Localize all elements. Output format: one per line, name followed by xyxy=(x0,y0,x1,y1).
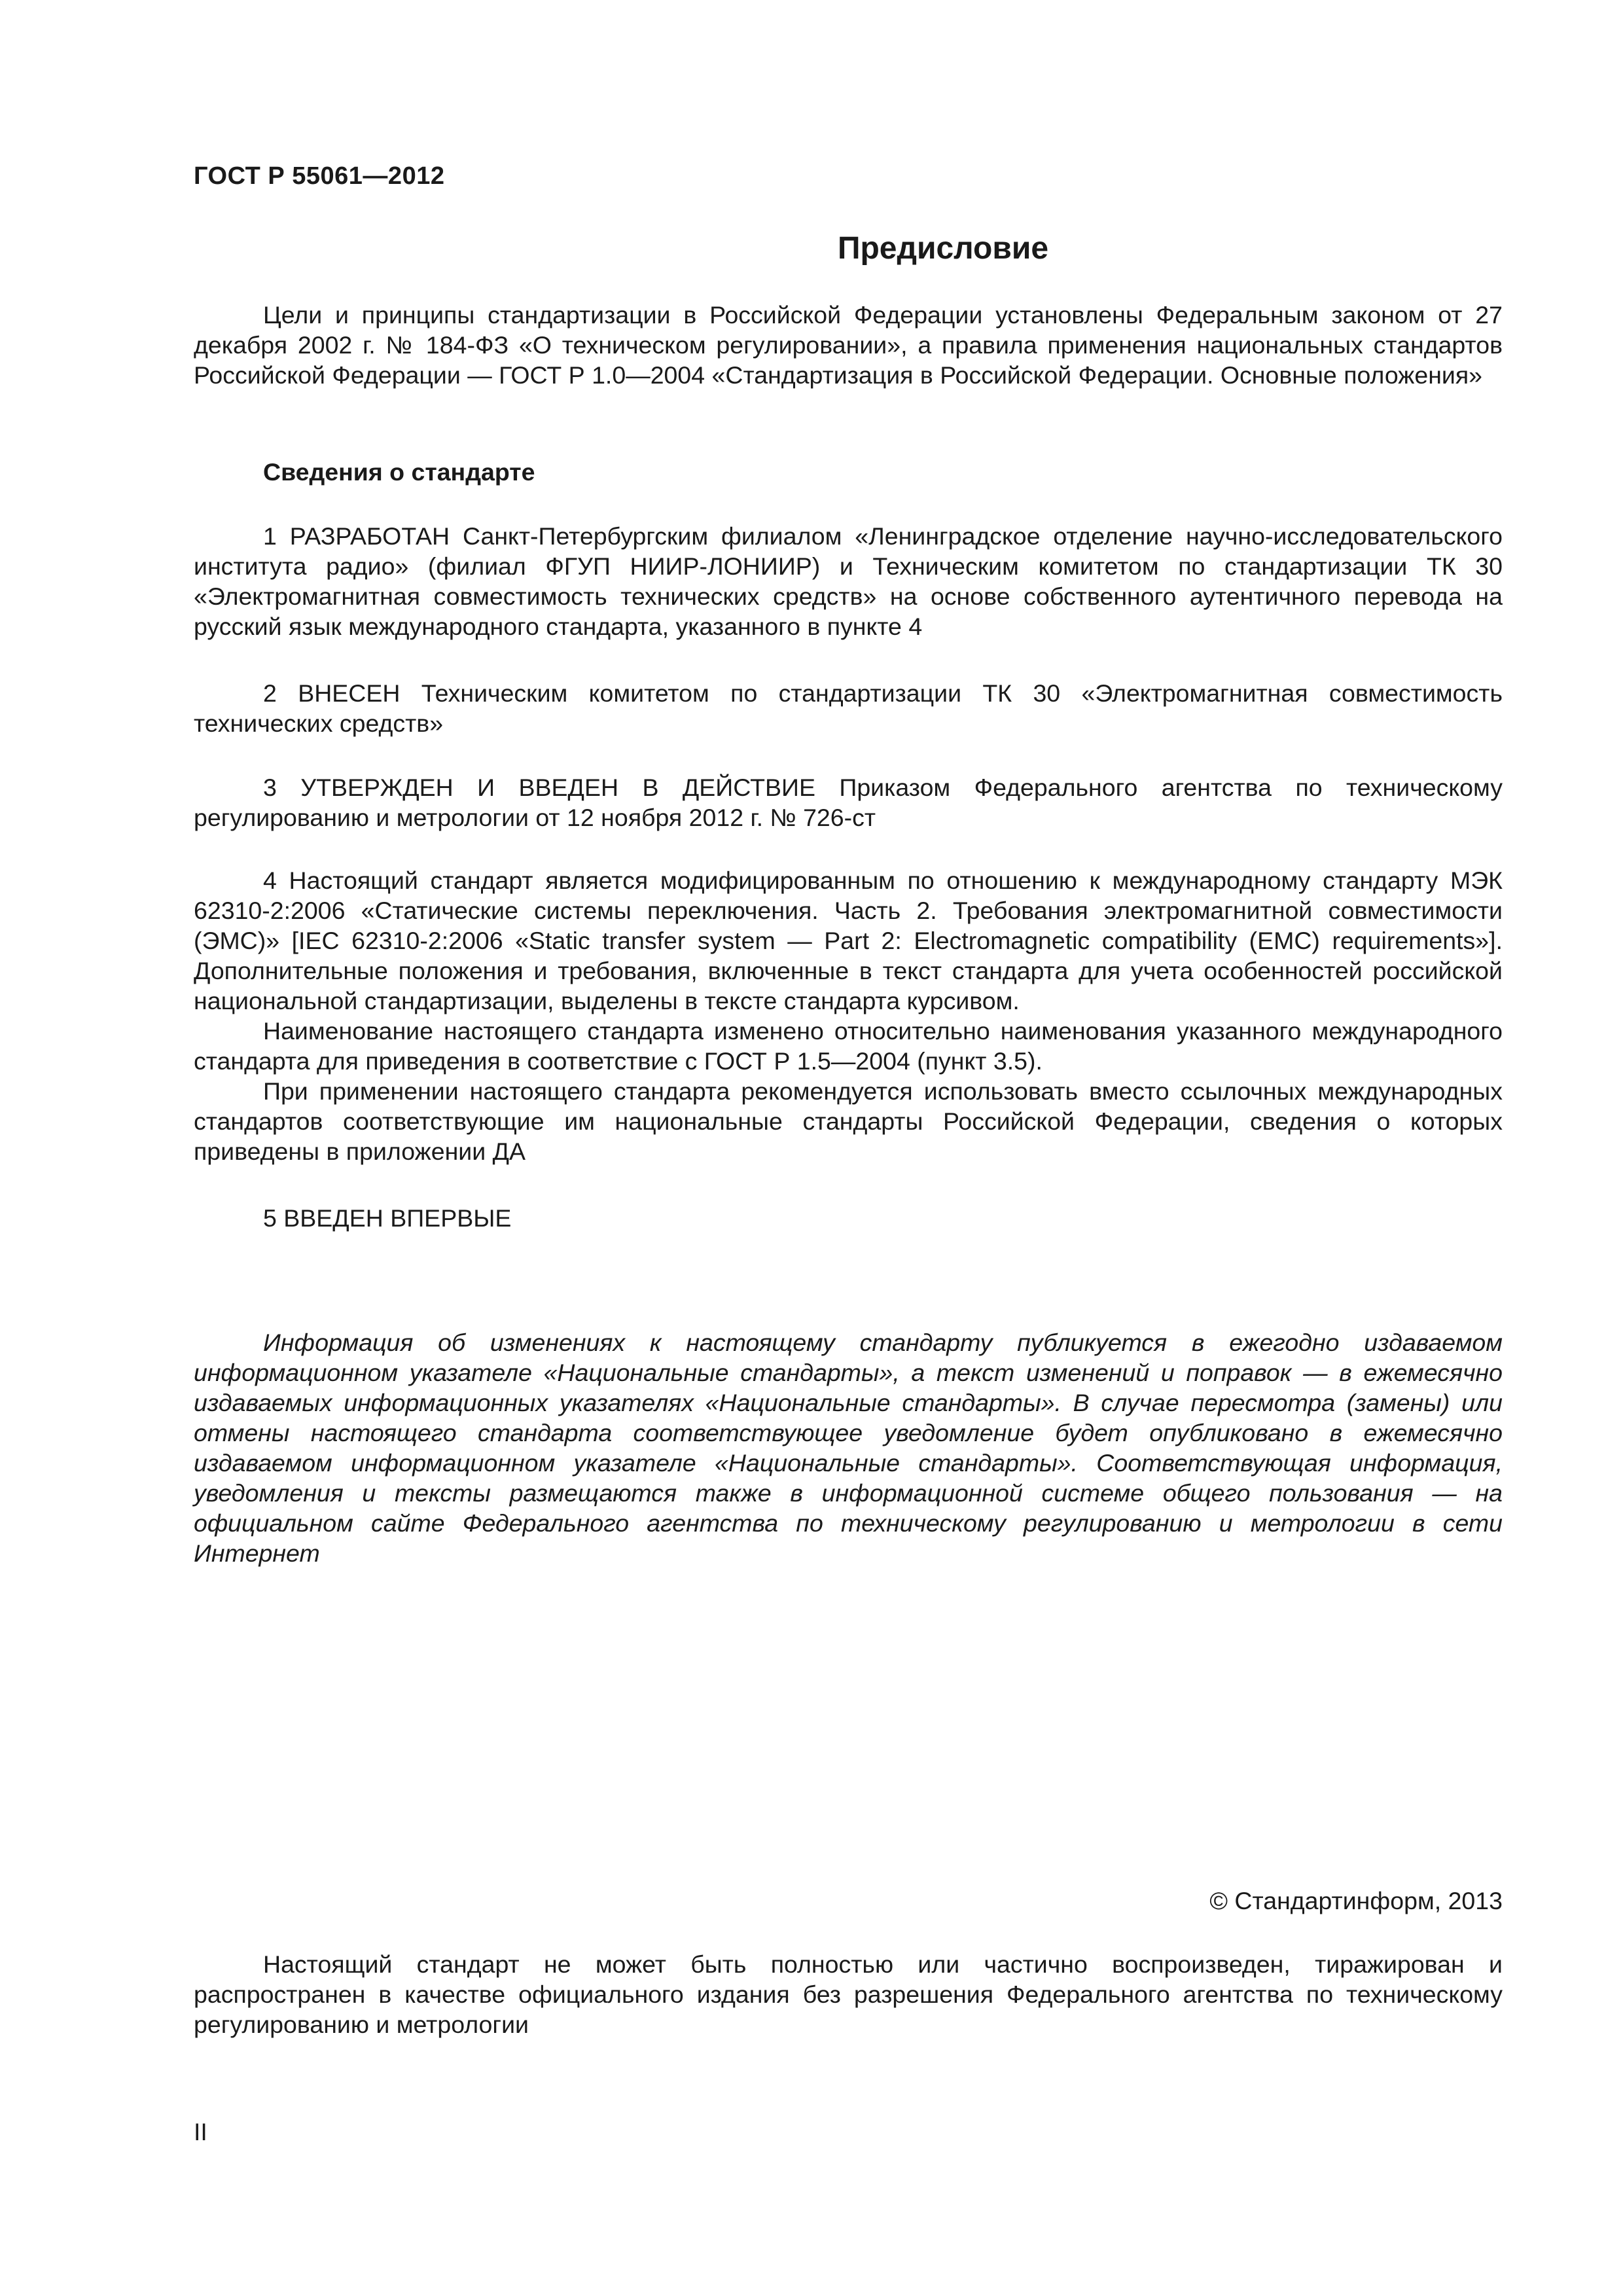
page-title: Предисловие xyxy=(837,231,1049,266)
intro-section xyxy=(194,300,1503,390)
copyright-line: © Стандартинформ, 2013 xyxy=(1209,1887,1503,1914)
item-2-paragraph: 2 ВНЕСЕН Техническим комитетом по стандартизации ТК 30 «Электромагнитная совместимость технических средств» xyxy=(194,679,1503,737)
intro-paragraph: Цели и принципы стандартизации в Российской Федерации установлены Федеральным законом от 27 декабря 2002 г. № 184-ФЗ «О техническом регулировании», а правила применения национальных стандартов Российской Федерации — ГОСТ Р 1.0—2004 «Стандартизация в Российской Федерации. Основные положения» xyxy=(194,301,1503,389)
item-4-paragraph-2: Наименование настоящего стандарта изменено относительно наименования указанного международного стандарта для приведения в соответствие с ГОСТ Р 1.5—2004 (пункт 3.5). xyxy=(194,1017,1503,1075)
section-subheading: Сведения о стандарте xyxy=(263,458,535,486)
item-2-section xyxy=(194,678,1503,738)
item-3-section xyxy=(194,772,1503,833)
item-4-section xyxy=(194,865,1503,1166)
item-5-section xyxy=(194,1203,1503,1233)
item-1-section xyxy=(194,521,1503,641)
info-notice-paragraph: Информация об изменениях к настоящему стандарту публикуется в ежегодно издаваемом информационном указателе «Национальные стандарты», а текст изменений и поправок — в ежемесячно издаваемых информационных указателях «Национальные стандарты». В случае пересмотра (замены) или отмены настоящего стандарта соответствующее уведомление будет опубликовано в ежемесячно издаваемом информационном указателе «Национальные стандарты». Соответствующая информация, уведомления и тексты размещаются также в информационной системе общего пользования — на официальном сайте Федерального агентства по техническому регулированию и метрологии в сети Интернет xyxy=(194,1329,1503,1567)
info-notice-section xyxy=(194,1327,1503,1568)
standard-code-header: ГОСТ Р 55061—2012 xyxy=(194,162,445,190)
item-1-paragraph: 1 РАЗРАБОТАН Санкт-Петербургским филиалом «Ленинградское отделение научно-исследовательского института радио» (филиал ФГУП НИИР-ЛОНИИР) и Техническим комитетом по стандартизации ТК 30 «Электромагнитная совместимость технических средств» на основе собственного аутентичного перевода на русский язык международного стандарта, указанного в пункте 4 xyxy=(194,522,1503,640)
item-5-paragraph: 5 ВВЕДЕН ВПЕРВЫЕ xyxy=(263,1204,512,1232)
item-4-paragraph-3: При применении настоящего стандарта рекомендуется использовать вместо ссылочных международных стандартов соответствующие им национальные стандарты Российской Федерации, сведения о которых приведены в приложении ДА xyxy=(194,1077,1503,1165)
reproduction-notice-paragraph: Настоящий стандарт не может быть полностью или частично воспроизведен, тиражирован и распространен в качестве официального издания без разрешения Федерального агентства по техническому регулированию и метрологии xyxy=(194,1950,1503,2038)
item-3-paragraph: 3 УТВЕРЖДЕН И ВВЕДЕН В ДЕЙСТВИЕ Приказом Федерального агентства по техническому регулированию и метрологии от 12 ноября 2012 г. № 726-ст xyxy=(194,774,1503,831)
item-4-paragraph-1: 4 Настоящий стандарт является модифицированным по отношению к международному стандарту МЭК 62310-2:2006 «Статические системы переключения. Часть 2. Требования электромагнитной совместимости (ЭМС)» [IEC 62310-2:2006 «Static transfer system — Part 2: Electromagnetic compatibility (EMC) requirements»]. Дополнительные положения и требования, включенные в текст стандарта для учета особенностей российской национальной стандартизации, выделены в тексте стандарта курсивом. xyxy=(194,867,1503,1014)
reproduction-notice-section xyxy=(194,1949,1503,2039)
page-number: II xyxy=(194,2118,207,2145)
